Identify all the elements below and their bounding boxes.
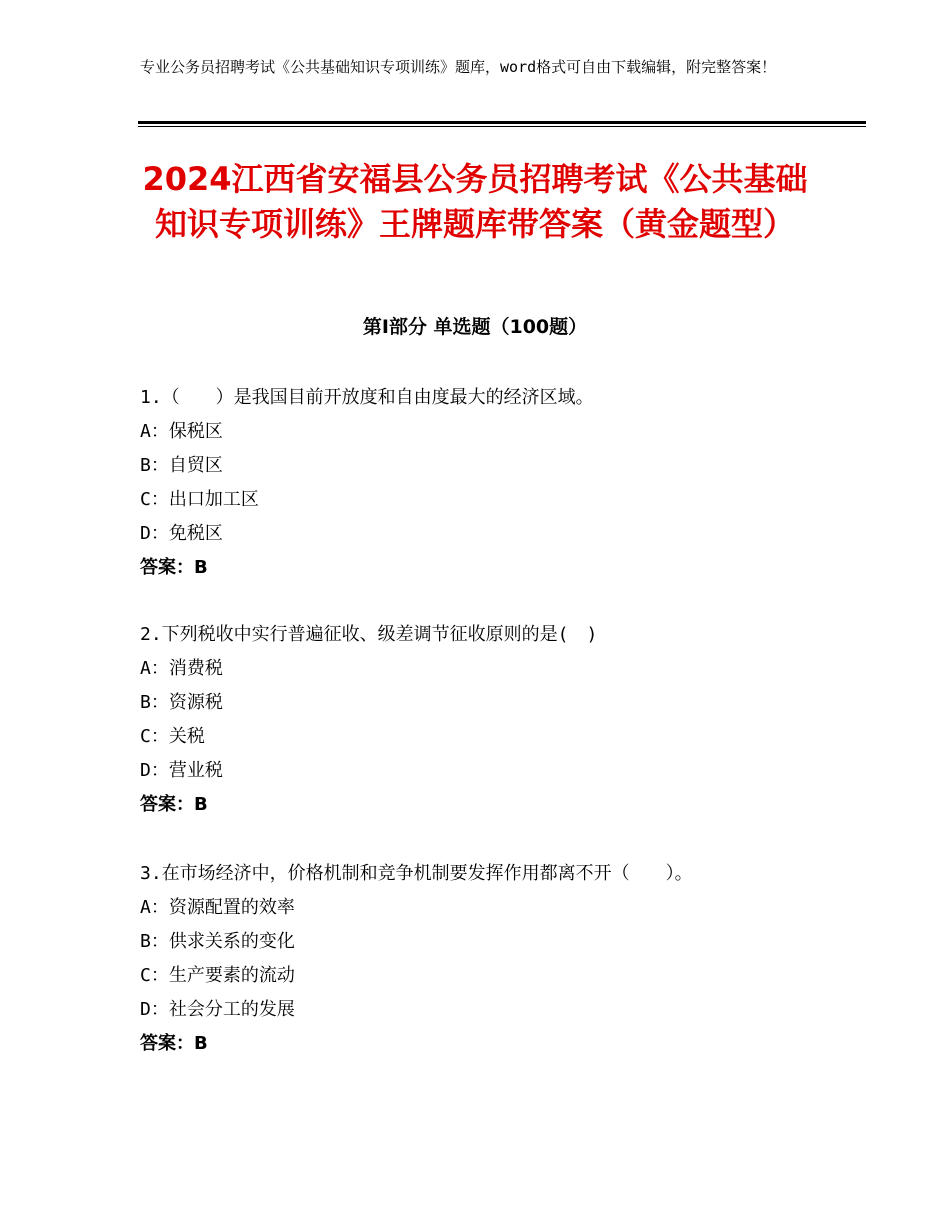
question-stem: 3.在市场经济中，价格机制和竞争机制要发挥作用都离不开（ ）。 <box>140 863 693 884</box>
header-divider-thin <box>138 126 866 127</box>
option-c: C：关税 <box>140 726 205 747</box>
option-d: D：社会分工的发展 <box>140 999 295 1020</box>
section-title: 第Ⅰ部分 单选题（100题） <box>362 316 588 338</box>
option-a: A：资源配置的效率 <box>140 897 295 918</box>
option-a: A：消费税 <box>140 658 223 679</box>
answer-line: 答案：B <box>140 557 208 578</box>
option-c: C：生产要素的流动 <box>140 965 295 986</box>
question-3 <box>140 857 720 1061</box>
option-c: C：出口加工区 <box>140 489 259 510</box>
answer-line: 答案：B <box>140 1033 208 1054</box>
option-d: D：免税区 <box>140 523 223 544</box>
question-stem: 2.下列税收中实行普遍征收、级差调节征收原则的是( ) <box>140 624 598 645</box>
option-a: A：保税区 <box>140 421 223 442</box>
option-b: B：自贸区 <box>140 455 223 476</box>
option-b: B：供求关系的变化 <box>140 931 295 952</box>
question-2 <box>140 618 820 822</box>
document-title: 2024江西省安福县公务员招聘考试《公共基础知识专项训练》王牌题库带答案（黄金题型） <box>142 160 808 243</box>
answer-line: 答案：B <box>140 794 208 815</box>
header-divider <box>138 121 866 124</box>
question-1 <box>140 381 820 585</box>
header-note: 专业公务员招聘考试《公共基础知识专项训练》题库，word格式可自由下载编辑，附完整答案！ <box>140 58 777 76</box>
option-d: D：营业税 <box>140 760 223 781</box>
question-stem: 1.（ ）是我国目前开放度和自由度最大的经济区域。 <box>140 387 594 408</box>
option-b: B：资源税 <box>140 692 223 713</box>
